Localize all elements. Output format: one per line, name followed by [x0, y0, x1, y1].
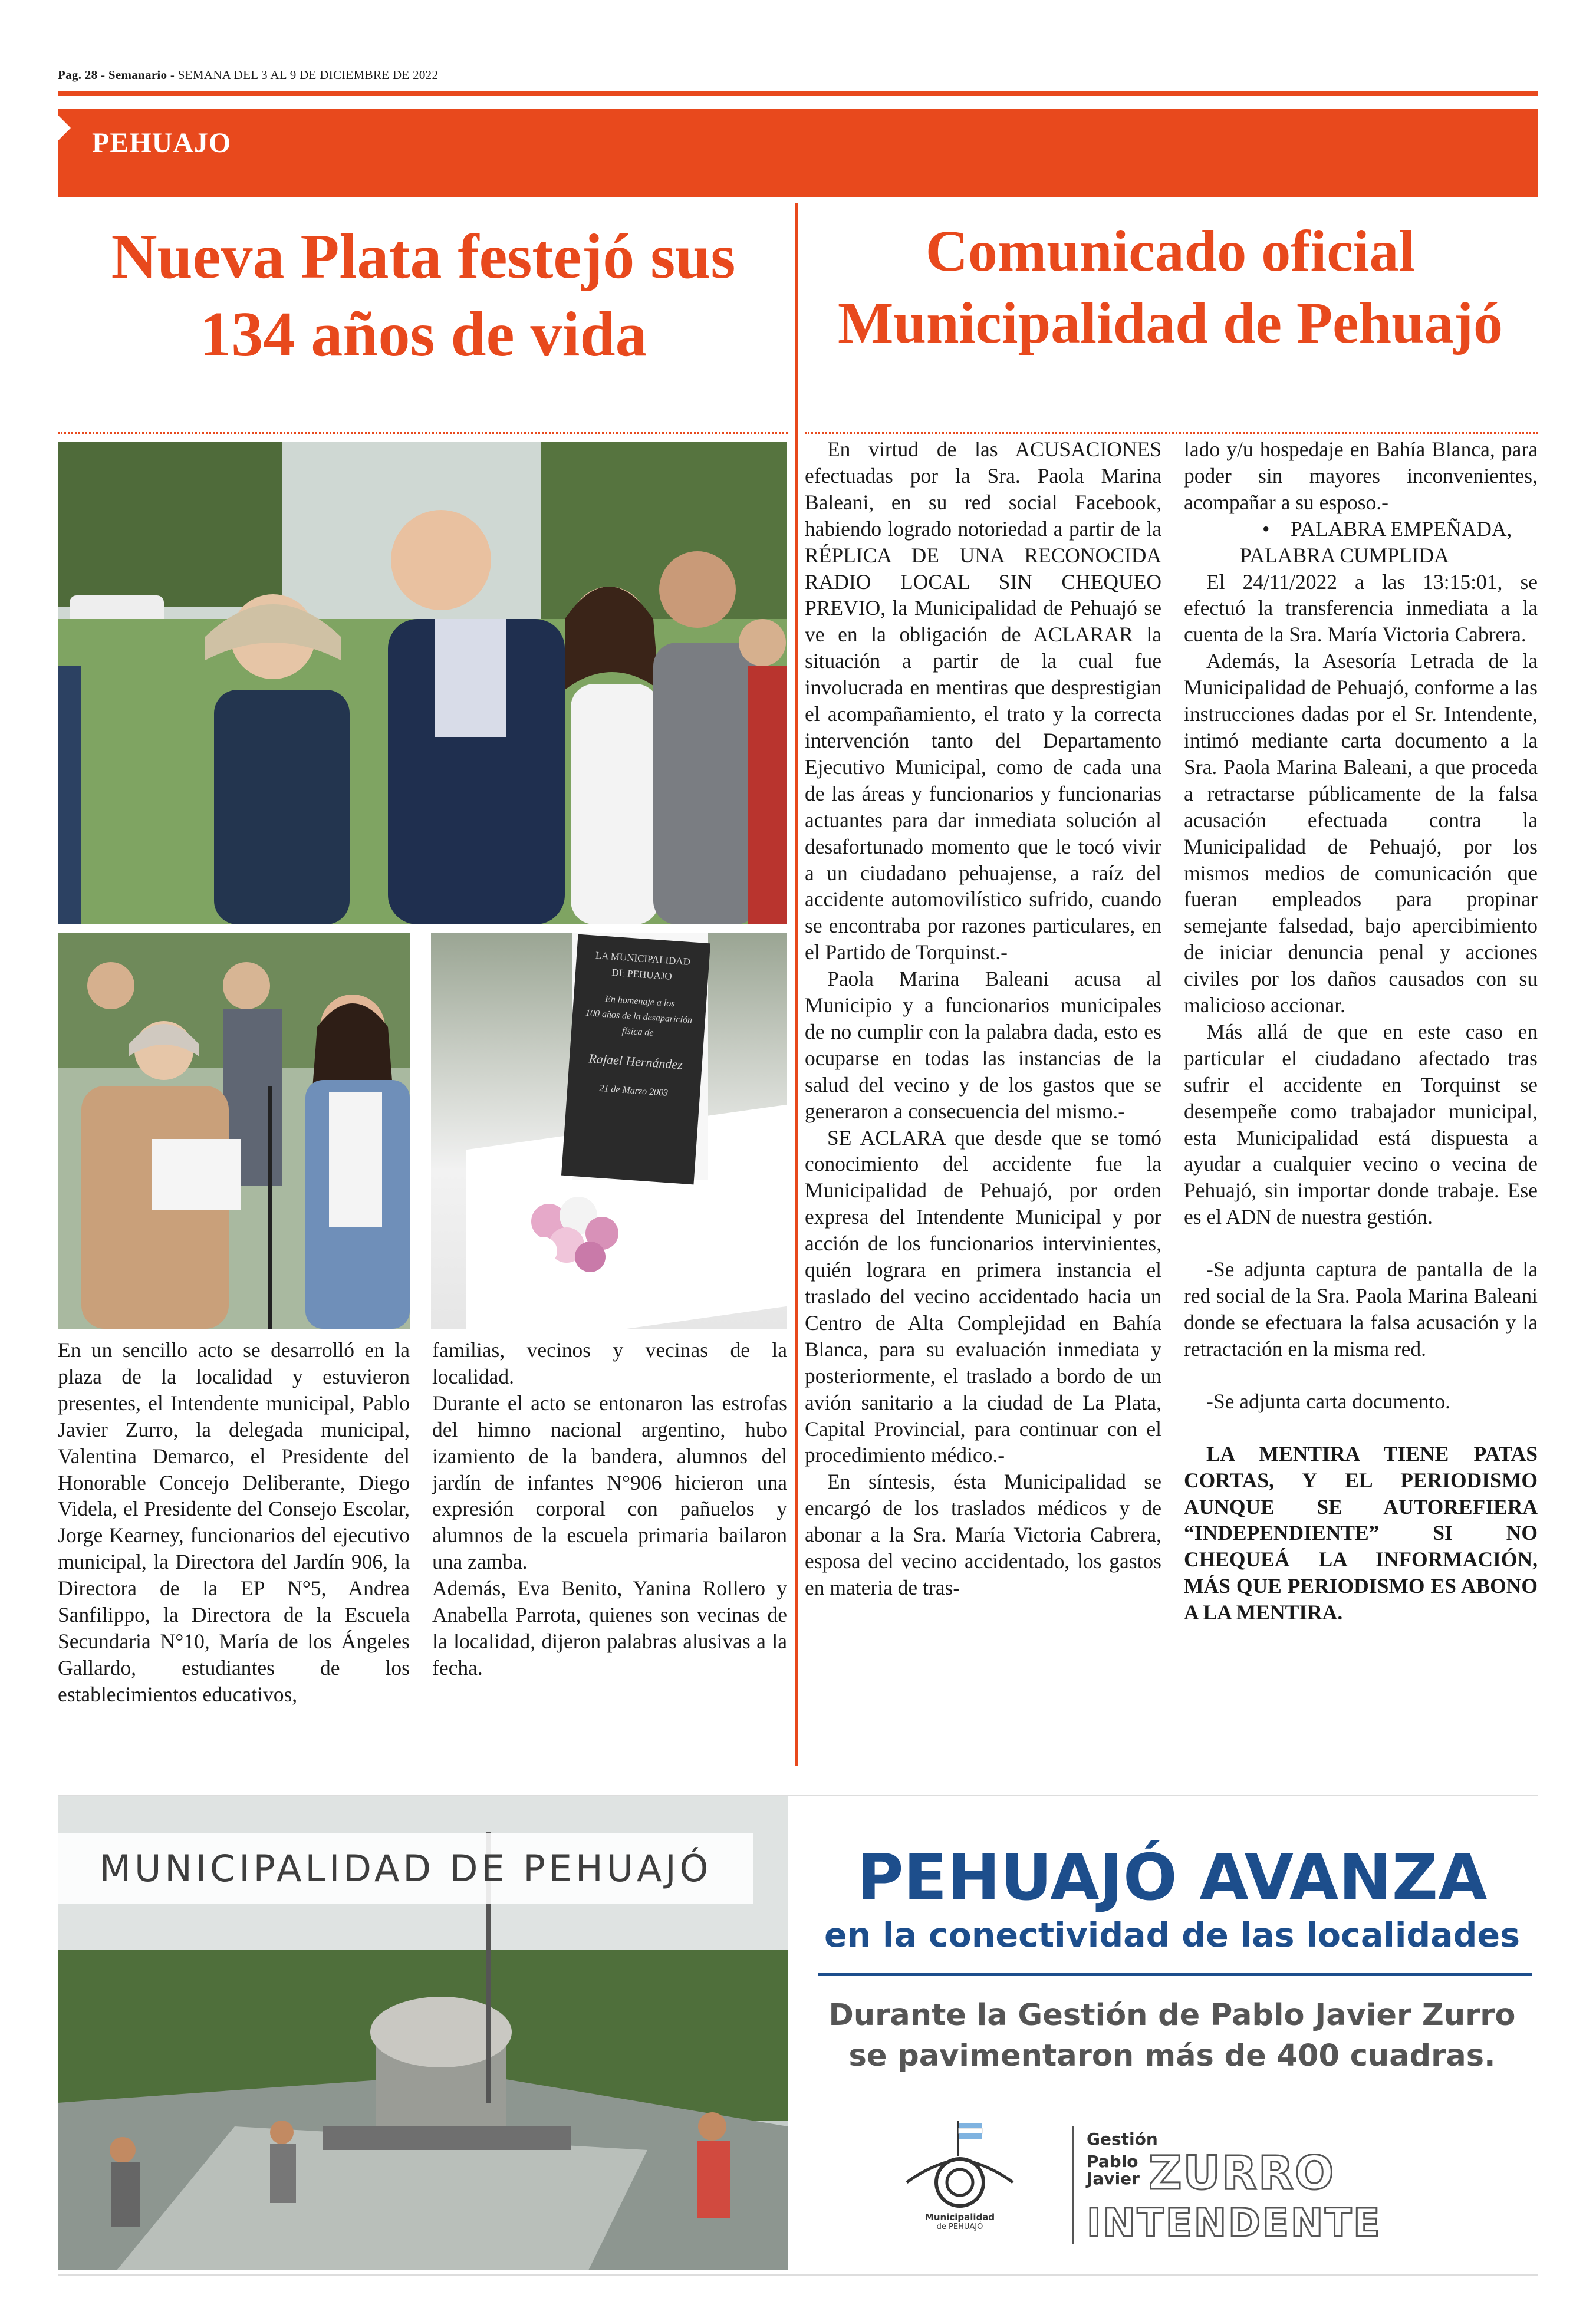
plaque-line: LA MUNICIPALIDAD — [595, 949, 691, 968]
page-header — [58, 68, 438, 83]
municipal-logo — [901, 2121, 1019, 2244]
paragraph: -Se adjunta captura de pantalla de la red social de la Sra. Paola Marina Baleani donde se efectuara la falsa acusación y la retractación en la misma red. — [1184, 1257, 1538, 1361]
right-article-col1 — [805, 436, 1161, 1601]
left-headline-line1: Nueva Plata festejó sus — [111, 222, 736, 292]
logo-line1: Municipalidad — [924, 2212, 995, 2222]
plaque-line: física de — [621, 1025, 654, 1038]
gestion-label: Gestión — [1087, 2129, 1158, 2149]
speech-photo — [58, 933, 410, 1329]
logo-line2: de PEHUAJÓ — [936, 2222, 983, 2231]
paragraph: Además, Eva Benito, Yanina Rollero y Anabella Parrota, quienes son vecinas de la localidad, dijeron palabras alusivas a la fecha. — [432, 1576, 787, 1680]
paragraph: En un sencillo acto se desarrolló en la plaza de la localidad y estuvieron presentes, el Intendente municipal, Pablo Javier Zurro, la delegada municipal, Valentina Demarco, el Presidente del Honorable Concejo Deliberante, Diego Videla, el Presidente del Consejo Escolar, Jorge Kearney, funcionarios del ejecutivo municipal, la Directora del Jardín 906, la Directora de la EP N°5, Andrea Sanfilippo, la Directora de la Escuela Secundaria N°10, María de los Ángeles Gallardo, estudiantes de los establecimientos educativos, — [58, 1338, 410, 1706]
right-headline — [805, 215, 1536, 359]
section-notch — [58, 115, 71, 141]
plaque-line: Rafael Hernández — [588, 1051, 683, 1072]
paper-name: Semanario — [108, 68, 167, 82]
section-label: PEHUAJO — [92, 127, 232, 159]
bullet-item: • PALABRA EMPEÑADA, PALABRA CUMPLIDA — [1240, 516, 1512, 567]
paragraph: familias, vecinos y vecinas de la localidad. — [432, 1338, 787, 1388]
flower-bouquet — [514, 1186, 631, 1280]
header-separator: - — [97, 68, 108, 82]
page-number: Pag. 28 — [58, 68, 98, 82]
advertisement — [58, 1795, 1538, 2276]
ad-subtitle: en la conectividad de las localidades — [824, 1916, 1521, 1955]
right-headline-line2: Municipalidad de Pehuajó — [838, 290, 1503, 355]
role-title: INTENDENTE — [1087, 2200, 1382, 2245]
right-dotted-rule — [805, 432, 1538, 434]
left-dotted-rule — [58, 432, 788, 434]
section-bar — [58, 109, 1538, 197]
bullet-line: PALABRA CUMPLIDA — [1240, 543, 1449, 567]
plaque — [561, 934, 710, 1185]
ad-message — [807, 1996, 1538, 2077]
left-article-col1 — [58, 1337, 410, 1708]
plaque-line: 21 de Marzo 2003 — [598, 1084, 669, 1099]
column-divider — [795, 203, 798, 1766]
right-headline-line1: Comunicado oficial — [925, 218, 1416, 284]
paragraph: El 24/11/2022 a las 13:15:01, se efectuó la transferencia inmediata a la cuenta de la Sra. María Victoria Cabrera. — [1184, 569, 1538, 647]
ad-photo — [58, 1796, 788, 2270]
plaque-line: 100 años de la desaparición — [585, 1007, 693, 1026]
paragraph: En virtud de las ACUSACIONES efectuadas por la Sra. Paola Marina Baleani, en su red social Facebook, habiendo logrado notoriedad a partir de la RÉPLICA DE UNA RECONOCIDA RADIO LOCAL SIN CHEQUEO PREVIO, la Municipalidad de Pehuajó se ve en la obligación de ACLARAR la situación a partir de la cual fue involucrada en mentiras que desprestigian el acompañamiento, el trato y la correcta intervención tanto del Departamento Ejecutivo Municipal, como de cada una de las áreas y funcionarios y funcionarias actuantes para dar inmediata solución al desafortunado momento que le tocó vivir a un ciudadano pehuajense, a raíz del accidente automovilístico sufrido, cuando se encontraba por razones particulares, en el Partido de Torquinst.- — [805, 437, 1161, 964]
header-rule — [58, 91, 1538, 96]
closing-statement: LA MENTIRA TIENE PATAS CORTAS, Y EL PERIODISMO AUNQUE SE AUTOREFIERA “INDEPENDIENTE” SI NO CHEQUEÁ LA INFORMACIÓN, MÁS QUE PERIODISMO ES ABONO A LA MENTIRA. — [1184, 1441, 1538, 1625]
left-headline — [58, 218, 789, 374]
ad-message-line1: Durante la Gestión de Pablo Javier Zurro — [828, 1998, 1516, 2033]
paragraph: lado y/u hospedaje en Bahía Blanca, para poder sin mayores inconvenientes, acompañar a su esposo.- — [1184, 437, 1538, 514]
plaque-line: En homenaje a los — [604, 994, 676, 1009]
surname: ZURRO — [1149, 2147, 1335, 2200]
ad-divider — [818, 1973, 1532, 1976]
municipal-emblem-icon — [901, 2121, 1019, 2209]
paragraph: Además, la Asesoría Letrada de la Municipalidad de Pehuajó, conforme a las instrucciones dadas por el Sr. Intendente, intimó mediante carta documento a la Sra. Paola Marina Baleani, a que proceda a retractarse públicamente de la falsa acusación efectuada contra la Municipalidad de Pehuajó, por los mismos medios de comunicación que fueran empleados para propinar semejante falsedad, bajo apercibimiento de iniciar denuncia penal y acciones civiles por los daños causados con su malicioso accionar. — [1184, 649, 1538, 1018]
header-separator: - — [167, 68, 178, 82]
name-block — [1087, 2153, 1140, 2188]
plaque-line: DE PEHUAJO — [611, 966, 673, 983]
paragraph: Paola Marina Baleani acusa al Municipio y a funcionarios municipales de no cumplir con la palabra dada, esto es ocuparse en todas las instancias de la salud del vecino y de los gastos que se generaron a consecuencia del mismo.- — [805, 967, 1161, 1123]
logo-separator — [1072, 2126, 1074, 2244]
left-headline-line2: 134 años de vida — [199, 299, 647, 370]
paragraph: En síntesis, ésta Municipalidad se encargó de los traslados médicos y de abonar a la Sra. María Victoria Cabrera, esposa del vecino accidentado, los gastos en materia de tras- — [805, 1470, 1161, 1599]
left-article-col2 — [432, 1337, 787, 1681]
bullet-line: PALABRA EMPEÑADA, — [1290, 516, 1512, 541]
plaque-photo — [431, 933, 787, 1329]
right-article-col2 — [1184, 436, 1538, 1626]
paragraph: Durante el acto se entonaron las estrofas del himno nacional argentino, hubo izamiento de la bandera, alumnos del jardín de infantes N°906 hicieron una expresión corporal con pañuelos y alumnos de la escuela primaria bailaron una zamba. — [432, 1391, 787, 1574]
gestion-logo — [1087, 2129, 1464, 2247]
ad-photo-banner: MUNICIPALIDAD DE PEHUAJÓ — [58, 1833, 753, 1904]
paragraph: -Se adjunta carta documento. — [1206, 1389, 1451, 1413]
main-photo — [58, 442, 787, 924]
ad-title: PEHUAJÓ AVANZA — [857, 1841, 1488, 1915]
middle-name: Javier — [1087, 2169, 1140, 2189]
ad-message-line2: se pavimentaron más de 400 cuadras. — [848, 2038, 1496, 2073]
paragraph: Más allá de que en este caso en particular el ciudadano afectado tras sufrir el accidente en Torquinst se desempeñe como trabajador municipal, esta Municipalidad está dispuesta a ayudar a cualquier vecino o vecina de Pehuajó, sin importar donde trabaje. Ese es el ADN de nuestra gestión. — [1184, 1019, 1538, 1229]
first-name: Pablo — [1087, 2152, 1138, 2171]
issue-week: SEMANA DEL 3 AL 9 DE DICIEMBRE DE 2022 — [177, 68, 439, 82]
paragraph: SE ACLARA que desde que se tomó conocimiento del accidente fue la Municipalidad de Pehuajó, por orden expresa del Intendente Municipal y por acción de los funcionarios intervinientes, quién lograra en primera instancia el traslado del vecino accidentado hacia un Centro de Alta Complejidad en Bahía Blanca, para su evaluación inmediata y posteriormente, el traslado a bordo de un avión sanitario a la ciudad de La Plata, Capital Provincial, para continuar con el procedimiento médico.- — [805, 1125, 1161, 1467]
